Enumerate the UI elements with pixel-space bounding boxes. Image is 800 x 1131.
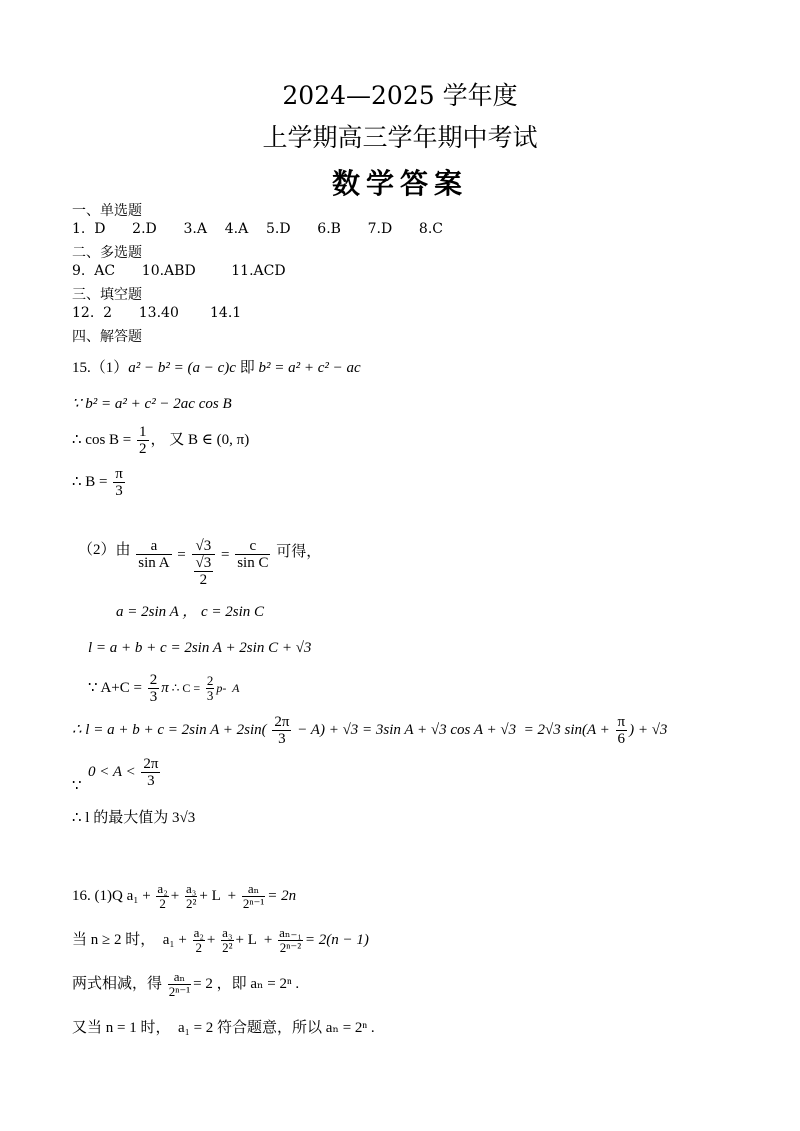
q15-p2-label: （2）由 — [78, 542, 131, 558]
fraction-numerator: π — [617, 714, 626, 730]
q15-p1-line3 — [72, 424, 249, 457]
q15-label: 15.（1） — [72, 360, 129, 376]
q15-since-symbol: ∵ — [72, 778, 82, 794]
q15-ji: 即 — [235, 360, 259, 376]
q15-B-range: ， 又 B ∈ (0, π) — [150, 431, 250, 448]
q15-sqrt3-fraction — [192, 538, 216, 588]
q15-two-thirds — [148, 672, 160, 705]
fraction-numerator: 1 — [139, 424, 147, 440]
q15-eq1: a² − b² = (a − c)c — [128, 360, 236, 376]
fraction-denominator: 2ⁿ⁻² — [279, 940, 302, 955]
q15-pi-over-3 — [113, 466, 125, 499]
q15-max-value: ∴ l 的最大值为 3√3 — [72, 810, 196, 826]
fraction-denominator: sin C — [237, 555, 269, 571]
fraction-numerator: 2π — [143, 756, 159, 772]
q15-p1-line4 — [72, 466, 127, 499]
fraction-denominator: 2 — [195, 940, 202, 955]
q15-long-b: − A) + √3 = 3sin A + √3 cos A + √3 = 2√3 sin(A + — [293, 721, 610, 738]
q15-C-two-thirds — [206, 674, 215, 703]
q15-AC-sum: ∵ A+C = — [88, 679, 142, 696]
section-fill-blank: 三、填空题 — [72, 287, 142, 303]
q15-pi-over-6 — [616, 714, 628, 747]
fraction-denominator: 6 — [617, 731, 626, 747]
q15-C-eq: ∴ C = — [168, 680, 201, 695]
fraction-denominator: sin A — [138, 555, 170, 571]
fraction-numerator: c — [235, 538, 270, 555]
q15-p2-line6 — [88, 756, 162, 789]
q15-cosB: ∴ cos B = — [72, 431, 132, 448]
q16-g2 — [221, 926, 233, 955]
q15-p2-line3 — [88, 640, 311, 657]
q16-f1 — [156, 882, 168, 911]
q15-perimeter: l = a + b + c = 2sin A + 2sin C + √3 — [88, 640, 312, 656]
q15-long-c: ) + √3 — [629, 721, 668, 738]
single-choice-answers: 1. D 2.D 3.A 4.A 5.D 6.B 7.D 8.C — [72, 221, 443, 237]
q15-C-rest: p- A — [216, 680, 240, 695]
q15-cosine-law: ∵ b² = a² + c² − 2ac cos B — [72, 396, 232, 412]
q15-B-eq: ∴ B = — [72, 473, 108, 490]
q15-pi: π — [161, 679, 169, 696]
q15-A-range: 0 < A < — [88, 763, 136, 780]
q15-half-fraction — [137, 424, 149, 457]
fraction-denominator: 2 — [159, 896, 166, 911]
q16-g3 — [278, 926, 303, 955]
q16-line3 — [72, 970, 299, 999]
fraction-denominator: 3 — [149, 689, 158, 705]
q15-kede: 可得， — [276, 544, 322, 560]
fraction-denominator: 3 — [115, 483, 123, 499]
fraction-numerator: 2π — [274, 714, 290, 730]
fraction-numerator: aₙ₋₁ — [279, 925, 302, 940]
q16-h1 — [168, 970, 191, 999]
section-solutions: 四、解答题 — [72, 329, 142, 345]
fraction-denominator: 2² — [222, 940, 233, 955]
q16-line2: 当 n ≥ 2 时， a₁ + $\frac{\text{a₂}}{2}$ + $\frac{\text{a₃}}{\text{2²}}$ + L + $\frac{\text{aₙ₋₁}}{\text{2ⁿ⁻²}}$ = 2(n − 1) — [72, 925, 369, 955]
fraction-numerator: a — [136, 538, 171, 555]
q15-long-a: ∴ l = a + b + c = 2sin A + 2sin( — [72, 721, 267, 738]
fraction-numerator: √3 — [192, 538, 216, 555]
q16-line4 — [72, 1016, 375, 1037]
answer-title: 数学答案 — [331, 167, 468, 200]
q15-p1-line2 — [72, 394, 232, 413]
q16-ellipsis2: + L + — [235, 931, 273, 948]
fraction-numerator: a₂ — [193, 925, 204, 940]
inner-denominator: 2 — [199, 572, 208, 588]
section-multi-choice: 二、多选题 — [72, 245, 142, 261]
q15-two-pi-over-3 — [272, 714, 291, 747]
q16-when: 当 n ≥ 2 时， a₁ + — [72, 931, 187, 948]
q15-a-over-sinA — [136, 538, 171, 571]
q16-rhs2: = 2(n − 1) — [304, 931, 369, 948]
fraction-denominator: 2ⁿ⁻¹ — [168, 984, 191, 999]
q16-subtract: 两式相减，得 — [72, 975, 163, 992]
q15-range-fraction — [141, 756, 160, 789]
fraction-numerator: a₂ — [157, 881, 168, 896]
q16-g1 — [193, 926, 205, 955]
fraction-numerator: a₃ — [222, 925, 233, 940]
q15-p2-line2 — [116, 600, 264, 621]
q16-rhs: = 2n — [267, 887, 297, 904]
q16-f2 — [185, 882, 197, 911]
fraction-denominator: 2ⁿ⁻¹ — [242, 896, 265, 911]
fraction-denominator — [192, 555, 216, 588]
fraction-numerator: π — [115, 466, 123, 482]
exam-year: 2024—2025 学年度 — [282, 81, 518, 110]
q15-p2-line5 — [72, 714, 667, 747]
q16-line1: 16. (1)Q a₁ + $\frac{\text{a₂}}{2}$ + $\frac{\text{a₃}}{\text{2²}}$ + L + $\frac{\text{aₙ}}{\text{2ⁿ⁻¹}}$ = 2n — [72, 881, 297, 911]
fraction-numerator: 2 — [206, 673, 214, 688]
q16-ellipsis: + L + — [199, 887, 237, 904]
q16-label: 16. (1)Q a₁ + — [72, 887, 151, 904]
fraction-denominator: 3 — [278, 731, 286, 747]
q16-base-case: 又当 n = 1 时， a₁ = 2 符合题意，所以 aₙ = 2ⁿ . — [72, 1020, 375, 1036]
q16-result: = 2 ，即 aₙ = 2ⁿ . — [193, 975, 300, 992]
q15-a-c-sine: a = 2sin A ， c = 2sin C — [116, 604, 265, 620]
fill-blank-answers: 12. 2 13.40 14.1 — [72, 305, 242, 321]
q16-f3 — [242, 882, 265, 911]
q15-p2-max — [72, 806, 195, 827]
q15-p2-line1: （2）由 $\frac{a}{\text{sin A}}$ = $\frac{√3}{\frac{√3}{2}}$ = $\frac{c}{\text{sin C}}$ 可得， — [78, 538, 322, 588]
fraction-denominator: 2 — [139, 441, 147, 457]
fraction-numerator: aₙ — [242, 882, 265, 897]
q15-c-over-sinC — [235, 538, 270, 571]
inner-numerator: √3 — [195, 555, 212, 571]
q15-eq2: b² = a² + c² − ac — [258, 360, 361, 376]
exam-title: 上学期高三学年期中考试 — [262, 123, 538, 152]
q15-p1-line1 — [72, 356, 361, 377]
fraction-denominator: 2² — [185, 896, 197, 911]
fraction-numerator: aₙ — [168, 970, 191, 985]
fraction-denominator: 3 — [206, 688, 214, 703]
fraction-numerator: 2 — [149, 672, 158, 688]
fraction-denominator: 3 — [147, 773, 155, 789]
section-single-choice: 一、单选题 — [72, 203, 142, 219]
fraction-numerator: a₃ — [186, 881, 197, 896]
multi-choice-answers: 9. AC 10.ABD 11.ACD — [72, 263, 286, 279]
q15-p2-line4 — [88, 672, 240, 705]
